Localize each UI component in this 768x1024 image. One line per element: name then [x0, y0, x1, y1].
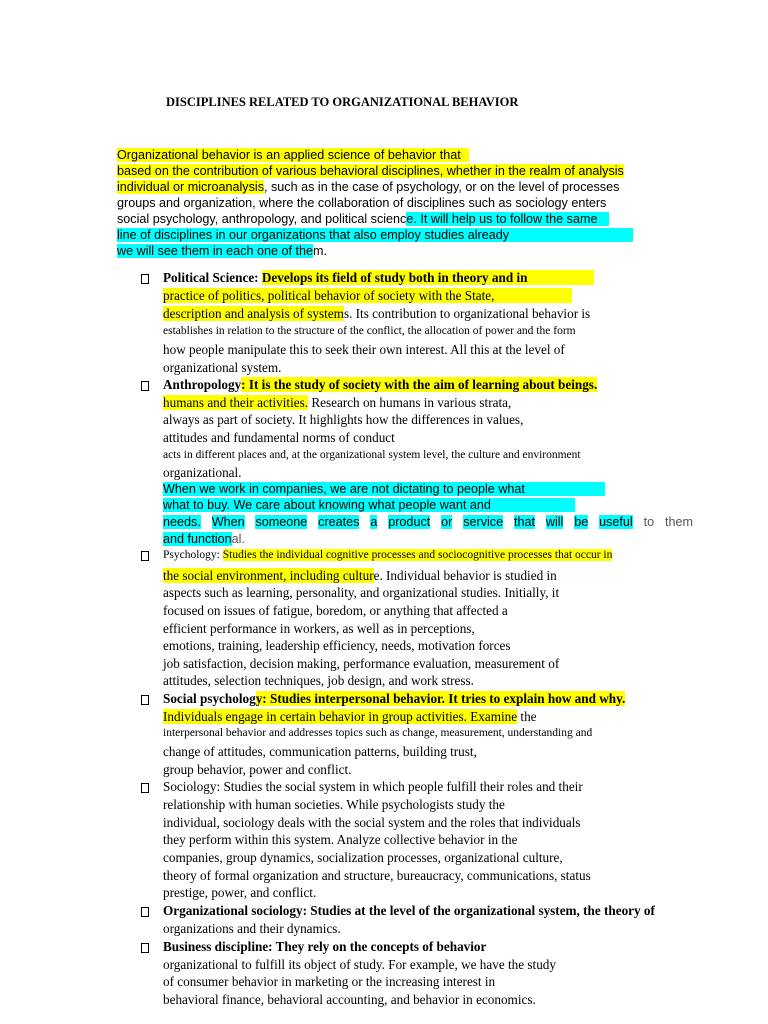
page-title: DISCIPLINES RELATED TO ORGANIZATIONAL BEHAVIOR: [166, 95, 519, 109]
psychology-line: attitudes, selection techniques, job design, and work stress.: [163, 673, 474, 688]
psychology-line: efficient performance in workers, as well as in perceptions,: [163, 621, 475, 636]
intro-line: Organizational behavior is an applied science of behavior that: [117, 148, 469, 162]
anthropology-line: acts in different places and, at the organizational system level, the culture and environment: [163, 449, 581, 461]
intro-line: we will see them in each one of them.: [117, 244, 328, 258]
checkbox-bullet-icon: [141, 551, 149, 561]
business-line: organizational to fulfill its object of study. For example, we have the study: [163, 957, 556, 972]
political-line: organizational system.: [163, 360, 282, 375]
anthropology-line: attitudes and fundamental norms of conduct: [163, 430, 395, 445]
intro-line: individual or microanalysis, such as in the case of psychology, or on the level of processes: [117, 180, 620, 194]
checkbox-bullet-icon: [141, 907, 149, 917]
sociology-line: prestige, power, and conflict.: [163, 885, 317, 900]
sociology-line: they perform within this system. Analyze collective behavior in the: [163, 832, 518, 847]
org-sociology-heading: Organizational sociology: Studies at the level of the organizational system, the theory of: [163, 903, 655, 918]
intro-line: based on the contribution of various behavioral disciplines, whether in the realm of analysis: [117, 164, 624, 178]
anthropology-line: humans and their activities. Research on humans in various strata,: [163, 395, 512, 410]
anthropology-line: what to buy. We care about knowing what people want and: [163, 498, 575, 512]
org-sociology-line: organizations and their dynamics.: [163, 921, 341, 936]
sociology-line: companies, group dynamics, socialization processes, organizational culture,: [163, 850, 563, 865]
social-psychology-line: Individuals engage in certain behavior in group activities. Examine the: [163, 709, 537, 724]
social-psychology-line: group behavior, power and conflict.: [163, 762, 352, 777]
intro-line: groups and organization, where the collaboration of disciplines such as sociology enters: [117, 196, 607, 210]
political-line: description and analysis of systems. Its contribution to organizational behavior is: [163, 306, 591, 321]
political-line: practice of politics, political behavior of society with the State,: [163, 288, 572, 304]
sociology-line: Sociology: Studies the social system in which people fulfill their roles and their: [163, 779, 583, 794]
checkbox-bullet-icon: [141, 274, 149, 284]
intro-line: social psychology, anthropology, and political science. It will help us to follow the same: [117, 212, 609, 226]
anthropology-line: organizational.: [163, 465, 242, 480]
psychology-line: focused on issues of fatigue, boredom, or anything that affected a: [163, 603, 508, 618]
anthropology-justified-line: needs. When someone creates a product or service that will be useful to them: [163, 515, 693, 529]
political-line: how people manipulate this to seek their own interest. All this at the level of: [163, 342, 565, 357]
psychology-line: job satisfaction, decision making, performance evaluation, measurement of: [163, 656, 560, 671]
checkbox-bullet-icon: [141, 381, 149, 391]
sociology-line: relationship with human societies. While psychologists study the: [163, 797, 505, 812]
social-psychology-heading: Social psychology: Studies interpersonal behavior. It tries to explain how and why.: [163, 691, 626, 706]
psychology-heading: Psychology: Studies the individual cognitive processes and sociocognitive processes that occur in: [163, 549, 613, 561]
anthropology-line: always as part of society. It highlights how the differences in values,: [163, 412, 524, 427]
checkbox-bullet-icon: [141, 695, 149, 705]
business-heading: Business discipline: They rely on the concepts of behavior: [163, 939, 487, 954]
checkbox-bullet-icon: [141, 783, 149, 793]
psychology-line: the social environment, including culture. Individual behavior is studied in: [163, 568, 557, 583]
anthropology-line: and functional.: [163, 532, 245, 546]
political-line: establishes in relation to the structure of the conflict, the allocation of power and the form: [163, 325, 576, 337]
social-psychology-line: change of attitudes, communication patterns, building trust,: [163, 744, 477, 759]
business-line: of consumer behavior in marketing or the increasing interest in: [163, 974, 496, 989]
psychology-line: emotions, training, leadership efficiency, needs, motivation forces: [163, 638, 511, 653]
psychology-line: aspects such as learning, personality, and organizational studies. Initially, it: [163, 585, 560, 600]
anthropology-line: When we work in companies, we are not dictating to people what: [163, 482, 605, 496]
anthropology-heading: Anthropology: It is the study of society with the aim of learning about beings.: [163, 377, 598, 392]
sociology-line: individual, sociology deals with the social system and the roles that individuals: [163, 815, 581, 830]
intro-line: line of disciplines in our organizations that also employ studies already: [117, 228, 633, 242]
checkbox-bullet-icon: [141, 943, 149, 953]
political-science-heading: Political Science: Develops its field of study both in theory and in: [163, 270, 594, 286]
sociology-line: theory of formal organization and structure, bureaucracy, communications, status: [163, 868, 591, 883]
social-psychology-line: interpersonal behavior and addresses topics such as change, measurement, understanding and: [163, 727, 593, 739]
business-line: behavioral finance, behavioral accounting, and behavior in economics.: [163, 992, 536, 1007]
